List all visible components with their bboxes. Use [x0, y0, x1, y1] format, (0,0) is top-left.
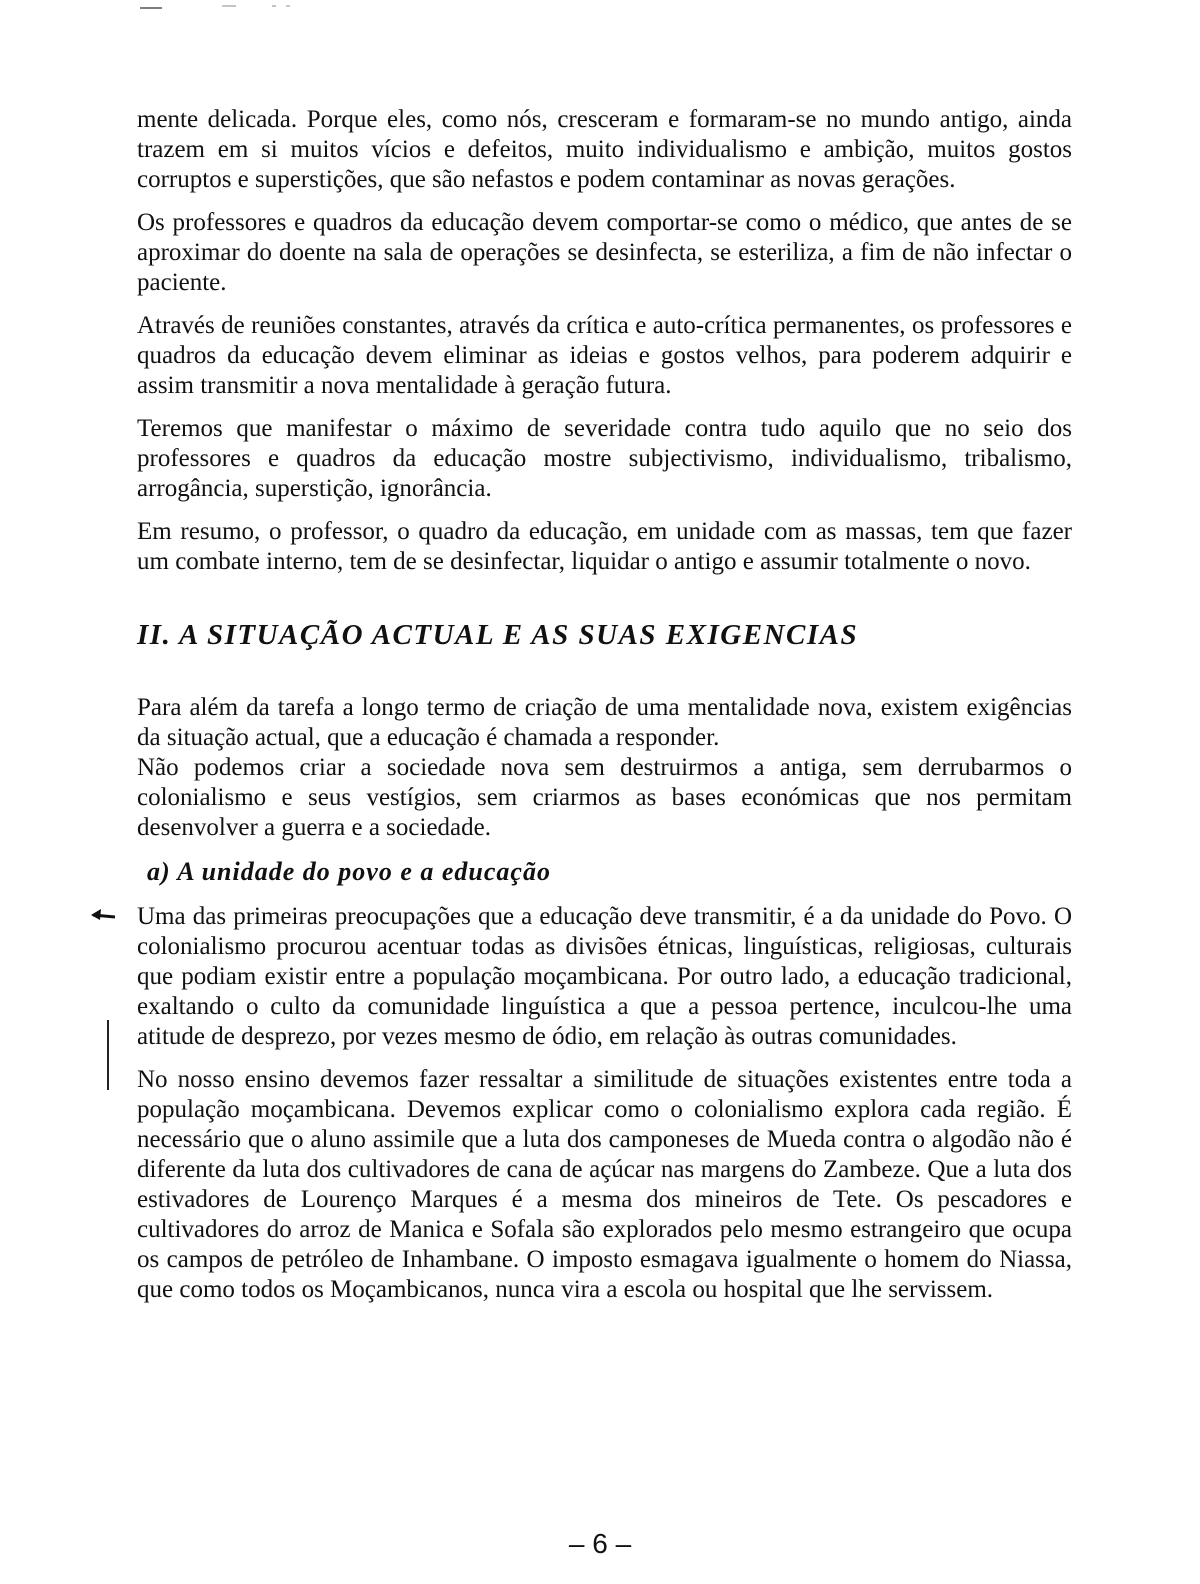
section-heading: II. A SITUAÇÃO ACTUAL E AS SUAS EXIGENCIAS: [137, 619, 859, 651]
paragraph: Através de reuniões constantes, através da crítica e auto-crítica permanentes, os professores e quadros da educação devem eliminar as ideias e gostos velhos, para poderem adquirir e assim transmitir a nova mentalidade à geração futura.: [137, 312, 1072, 399]
scan-marks: [140, 2, 300, 14]
paragraph: mente delicada. Porque eles, como nós, cresceram e formaram-se no mundo antigo, ainda trazem em si muitos vícios e defeitos, muito individualismo e ambição, muitos gostos corruptos e superstições, que são nefastos e podem contaminar as novas gerações.: [137, 106, 1072, 193]
section-body: [137, 693, 1072, 843]
intro-section: [137, 105, 1072, 577]
arrow-left-icon: [89, 904, 119, 930]
paragraph: Para além da tarefa a longo termo de criação de uma mentalidade nova, existem exigências da situação actual, que a educação é chamada a responder.: [137, 694, 1072, 751]
document-page: [137, 105, 1072, 1318]
margin-line: [107, 1020, 109, 1090]
marked-paragraph: [137, 902, 1072, 1052]
subsection-heading: a) A unidade do povo e a educação: [147, 857, 551, 886]
subsection-body: [137, 902, 1072, 1305]
paragraph: Teremos que manifestar o máximo de severidade contra tudo aquilo que no seio dos professores e quadros da educação mostre subjectivismo, individualismo, tribalismo, arrogância, superstição, ignorância.: [137, 415, 1072, 502]
paragraph: Os professores e quadros da educação devem comportar-se como o médico, que antes de se aproximar do doente na sala de operações se desinfecta, se esteriliza, a fim de não infectar o paciente.: [137, 209, 1072, 296]
paragraph: No nosso ensino devemos fazer ressaltar a similitude de situações existentes entre toda a população moçambicana. Devemos explicar como o colonialismo explora cada região. É necessário que o aluno assimile que a luta dos camponeses de Mueda contra o algodão não é diferente da luta dos cultivadores de cana de açúcar nas margens do Zambeze. Que a luta dos estivadores de Lourenço Marques é a mesma dos mineiros de Tete. Os pescadores e cultivadores do arroz de Manica e Sofala são explorados pelo mesmo estrangeiro que ocupa os campos de petróleo de Inhambane. O imposto esmagava igualmente o homem do Niassa, que como todos os Moçambicanos, nunca vira a escola ou hospital que lhe servissem.: [137, 1066, 1072, 1303]
paragraph: Uma das primeiras preocupações que a educação deve transmitir, é a da unidade do Povo. O colonialismo procurou acentuar todas as divisões étnicas, linguísticas, religiosas, culturais que podiam existir entre a população moçambicana. Por outro lado, a educação tradicional, exaltando o culto da comunidade linguística a que a pessoa pertence, inculcou-lhe uma atitude de desprezo, por vezes mesmo de ódio, em relação às outras comunidades.: [137, 903, 1072, 1050]
page-number: – 6 –: [568, 1528, 632, 1559]
paragraph: Não podemos criar a sociedade nova sem destruirmos a antiga, sem derrubarmos o colonialismo e seus vestígios, sem criarmos as bases económicas que nos permitam desenvolver a guerra e a sociedade.: [137, 754, 1072, 841]
paragraph: Em resumo, o professor, o quadro da educação, em unidade com as massas, tem que fazer um combate interno, tem de se desinfectar, liquidar o antigo e assumir totalmente o novo.: [137, 518, 1072, 575]
